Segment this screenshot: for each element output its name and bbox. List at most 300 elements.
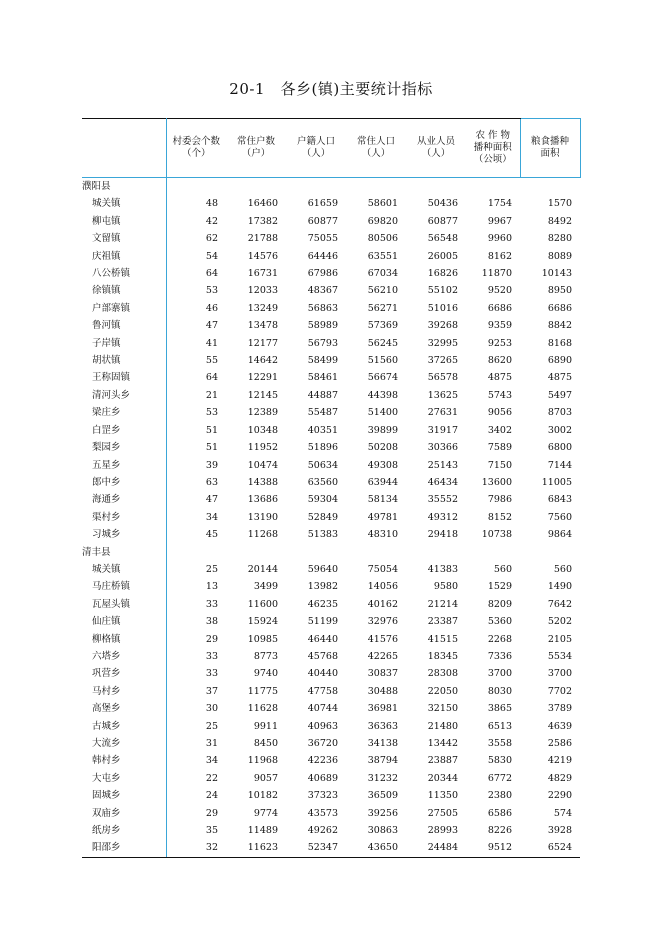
data-cell: 56210 (367, 285, 398, 297)
table-row (82, 491, 580, 508)
data-cell: 58601 (367, 198, 398, 210)
data-cell: 34 (205, 511, 218, 523)
township-name: 白罡乡 (82, 422, 166, 439)
table-row (82, 770, 580, 787)
data-cell: 31232 (367, 772, 398, 784)
empty-cell (346, 544, 406, 561)
data-cell: 42236 (307, 755, 338, 767)
section-row (82, 178, 580, 196)
data-cell: 2268 (487, 633, 512, 645)
table-row (82, 718, 580, 735)
data-cell: 36981 (367, 703, 398, 715)
data-cell: 6686 (487, 302, 512, 314)
township-name: 城关镇 (82, 561, 166, 578)
township-name: 庆祖镇 (82, 248, 166, 265)
empty-cell (466, 178, 520, 196)
data-cell: 30366 (427, 442, 458, 454)
data-cell: 1570 (547, 198, 572, 210)
data-cell: 36720 (307, 738, 338, 749)
data-cell: 6513 (487, 720, 512, 732)
data-cell: 60877 (427, 215, 458, 227)
header-cell: 从业人员 （人） (406, 119, 466, 178)
data-cell: 6586 (487, 807, 512, 819)
table-row (82, 526, 580, 543)
data-cell: 11005 (541, 476, 572, 488)
data-cell: 11600 (247, 598, 278, 610)
data-cell: 5497 (547, 389, 572, 401)
data-cell: 7702 (547, 685, 572, 697)
data-cell: 14388 (247, 476, 278, 488)
table-row (82, 839, 580, 857)
data-cell: 13442 (427, 738, 458, 749)
data-cell: 48310 (367, 529, 398, 541)
data-cell: 11968 (247, 755, 278, 767)
data-cell: 46235 (307, 598, 338, 610)
data-cell: 13 (205, 581, 218, 593)
data-cell: 11489 (247, 825, 278, 837)
data-cell: 4639 (547, 720, 572, 732)
township-name: 梁庄乡 (82, 404, 166, 421)
data-cell: 7986 (487, 494, 512, 506)
data-cell: 80506 (367, 233, 398, 245)
data-cell: 2586 (547, 738, 572, 749)
data-cell: 6890 (547, 355, 572, 367)
data-cell: 9740 (253, 668, 278, 680)
data-cell: 13600 (481, 476, 512, 488)
data-cell: 10738 (481, 529, 512, 541)
data-cell: 33 (205, 598, 218, 610)
township-name: 瓦屋头镇 (82, 596, 166, 613)
township-name: 阳邵乡 (82, 839, 166, 857)
data-cell: 3402 (487, 424, 512, 436)
table-row (82, 613, 580, 630)
data-cell: 3700 (487, 668, 512, 680)
township-name: 渠村乡 (82, 509, 166, 526)
data-cell: 15924 (247, 616, 278, 628)
empty-cell (466, 544, 520, 561)
data-cell: 11870 (481, 268, 512, 280)
empty-cell (520, 544, 580, 561)
data-cell: 18345 (427, 650, 458, 662)
data-cell: 32 (166, 839, 226, 857)
data-cell: 25143 (427, 459, 458, 471)
empty-cell (520, 178, 580, 196)
data-cell: 45768 (307, 650, 338, 662)
township-name: 文留镇 (82, 230, 166, 247)
table-row (82, 805, 580, 822)
data-cell: 60877 (307, 215, 338, 227)
township-name: 柳屯镇 (82, 213, 166, 230)
table-row (82, 195, 580, 212)
data-cell: 67034 (367, 268, 398, 280)
data-cell: 22050 (427, 685, 458, 697)
data-cell: 59640 (307, 563, 338, 575)
data-cell: 40162 (367, 598, 398, 610)
data-cell: 44398 (367, 389, 398, 401)
data-cell: 560 (553, 563, 572, 575)
data-cell: 32976 (367, 616, 398, 628)
data-cell: 47758 (307, 685, 338, 697)
data-cell: 4829 (547, 772, 572, 784)
table-row (82, 439, 580, 456)
township-name: 固城乡 (82, 787, 166, 804)
data-cell: 57369 (367, 320, 398, 332)
table-row (82, 369, 580, 386)
data-cell: 8152 (487, 511, 512, 523)
table-row (82, 248, 580, 265)
data-cell: 2380 (487, 790, 512, 802)
data-cell: 41576 (367, 633, 398, 645)
township-name: 马村乡 (82, 683, 166, 700)
data-cell: 40963 (307, 720, 338, 732)
table-row (82, 230, 580, 247)
data-cell: 49262 (307, 825, 338, 837)
header-cell-selected[interactable]: 粮食播种 面积 (520, 119, 580, 178)
data-cell: 39268 (427, 320, 458, 332)
data-cell: 13982 (307, 581, 338, 593)
data-cell: 10985 (247, 633, 278, 645)
table-row (82, 317, 580, 334)
data-cell: 11952 (247, 442, 278, 454)
data-cell: 32150 (427, 703, 458, 715)
data-cell: 29418 (427, 529, 458, 541)
data-cell: 58989 (307, 320, 338, 332)
township-name: 古城乡 (82, 718, 166, 735)
table-row (82, 282, 580, 299)
data-cell: 6800 (547, 442, 572, 454)
data-cell: 30837 (367, 668, 398, 680)
data-cell: 8773 (253, 650, 278, 662)
data-cell: 13249 (247, 302, 278, 314)
data-cell: 51383 (307, 529, 338, 541)
table-row (82, 683, 580, 700)
data-cell: 16460 (247, 198, 278, 210)
data-cell: 14056 (367, 581, 398, 593)
township-name: 清河头乡 (82, 387, 166, 404)
data-cell: 14576 (247, 250, 278, 262)
data-cell: 42265 (367, 650, 398, 662)
data-cell: 8209 (487, 598, 512, 610)
township-name: 双庙乡 (82, 805, 166, 822)
data-cell: 30488 (367, 685, 398, 697)
data-cell: 51560 (367, 355, 398, 367)
data-cell: 8450 (253, 738, 278, 749)
data-cell: 34138 (367, 738, 398, 749)
data-cell: 9057 (253, 772, 278, 784)
data-cell: 2290 (547, 790, 572, 802)
data-cell: 20344 (427, 772, 458, 784)
data-cell: 2105 (547, 633, 572, 645)
data-cell: 51400 (367, 407, 398, 419)
data-cell: 560 (493, 563, 512, 575)
data-cell: 9520 (487, 285, 512, 297)
data-cell: 6524 (520, 839, 580, 857)
data-cell: 52347 (286, 839, 346, 857)
township-name: 海通乡 (82, 491, 166, 508)
data-cell: 16826 (427, 268, 458, 280)
data-cell: 9359 (487, 320, 512, 332)
township-name: 马庄桥镇 (82, 578, 166, 595)
data-cell: 9967 (487, 215, 512, 227)
data-cell: 56863 (307, 302, 338, 314)
data-cell: 59304 (307, 494, 338, 506)
data-cell: 8280 (547, 233, 572, 245)
data-cell: 56793 (307, 337, 338, 349)
table-row (82, 561, 580, 578)
data-cell: 13686 (247, 494, 278, 506)
data-cell: 6686 (547, 302, 572, 314)
table-row (82, 735, 580, 752)
data-cell: 3700 (547, 668, 572, 680)
data-cell: 53 (205, 285, 218, 297)
data-cell: 55102 (427, 285, 458, 297)
data-cell: 5830 (487, 755, 512, 767)
data-cell: 51 (205, 442, 218, 454)
data-cell: 37265 (427, 355, 458, 367)
data-cell: 3558 (487, 738, 512, 749)
empty-cell (346, 178, 406, 196)
data-cell: 41383 (427, 563, 458, 575)
table-row (82, 631, 580, 648)
data-cell: 12145 (247, 389, 278, 401)
data-cell: 48 (205, 198, 218, 210)
data-cell: 62 (205, 233, 218, 245)
data-cell: 51016 (427, 302, 458, 314)
data-cell: 6772 (487, 772, 512, 784)
data-cell: 24484 (406, 839, 466, 857)
data-cell: 8842 (547, 320, 572, 332)
data-cell: 12033 (247, 285, 278, 297)
table-row (82, 404, 580, 421)
data-cell: 3865 (487, 703, 512, 715)
table-row (82, 335, 580, 352)
data-cell: 21788 (247, 233, 278, 245)
data-cell: 9580 (433, 581, 458, 593)
data-cell: 9960 (487, 233, 512, 245)
data-cell: 33 (205, 668, 218, 680)
data-cell: 11268 (247, 529, 278, 541)
section-row (82, 544, 580, 561)
header-row (82, 119, 580, 178)
township-name: 大屯乡 (82, 770, 166, 787)
data-cell: 36509 (367, 790, 398, 802)
data-cell: 9056 (487, 407, 512, 419)
table-row (82, 422, 580, 439)
data-cell: 3789 (547, 703, 572, 715)
section-name: 濮阳县 (82, 178, 166, 196)
data-cell: 5743 (487, 389, 512, 401)
data-cell: 39256 (367, 807, 398, 819)
data-cell: 7150 (487, 459, 512, 471)
table-row (82, 596, 580, 613)
data-cell: 24 (205, 790, 218, 802)
data-cell: 63560 (307, 476, 338, 488)
table-row (82, 700, 580, 717)
data-cell: 45 (205, 529, 218, 541)
header-cell: 农 作 物 播种面积 （公顷） (466, 119, 520, 178)
data-cell: 7144 (547, 459, 572, 471)
page-title: 20-1 各乡(镇)主要统计指标 (229, 80, 433, 98)
township-name: 城关镇 (82, 195, 166, 212)
data-cell: 1529 (487, 581, 512, 593)
table-row (82, 509, 580, 526)
data-cell: 7642 (547, 598, 572, 610)
township-name: 户部寨镇 (82, 300, 166, 317)
data-cell: 4875 (487, 372, 512, 384)
township-name: 大流乡 (82, 735, 166, 752)
data-cell: 5202 (547, 616, 572, 628)
data-cell: 12389 (247, 407, 278, 419)
data-cell: 58461 (307, 372, 338, 384)
data-cell: 4875 (547, 372, 572, 384)
table-row (82, 352, 580, 369)
data-cell: 21 (205, 389, 218, 401)
table-row (82, 822, 580, 839)
empty-cell (166, 544, 226, 561)
data-cell: 20144 (247, 563, 278, 575)
data-cell: 31917 (427, 424, 458, 436)
township-name: 五星乡 (82, 457, 166, 474)
data-cell: 67986 (307, 268, 338, 280)
data-cell: 43650 (346, 839, 406, 857)
data-cell: 8703 (547, 407, 572, 419)
data-cell: 63944 (367, 476, 398, 488)
data-cell: 25 (205, 563, 218, 575)
data-cell: 9774 (253, 807, 278, 819)
township-name: 郎中乡 (82, 474, 166, 491)
township-name: 胡状镇 (82, 352, 166, 369)
data-cell: 47 (205, 494, 218, 506)
table-body (82, 178, 580, 858)
data-cell: 39899 (367, 424, 398, 436)
data-cell: 23887 (427, 755, 458, 767)
data-cell: 50436 (427, 198, 458, 210)
data-cell: 56674 (367, 372, 398, 384)
empty-cell (406, 178, 466, 196)
township-name: 柳格镇 (82, 631, 166, 648)
data-cell: 40744 (307, 703, 338, 715)
data-cell: 10474 (247, 459, 278, 471)
data-cell: 75055 (307, 233, 338, 245)
township-name: 梨园乡 (82, 439, 166, 456)
data-cell: 50634 (307, 459, 338, 471)
township-name: 子岸镇 (82, 335, 166, 352)
empty-cell (406, 544, 466, 561)
empty-cell (226, 178, 286, 196)
data-cell: 27505 (427, 807, 458, 819)
data-cell: 49781 (367, 511, 398, 523)
data-cell: 9512 (466, 839, 520, 857)
data-cell: 5360 (487, 616, 512, 628)
township-name: 六塔乡 (82, 648, 166, 665)
data-cell: 13478 (247, 320, 278, 332)
data-cell: 8492 (547, 215, 572, 227)
data-cell: 11628 (247, 703, 278, 715)
data-cell: 42 (205, 215, 218, 227)
township-name: 纸房乡 (82, 822, 166, 839)
data-cell: 34 (205, 755, 218, 767)
data-cell: 17382 (247, 215, 278, 227)
data-cell: 69820 (367, 215, 398, 227)
data-cell: 26005 (427, 250, 458, 262)
data-cell: 8950 (547, 285, 572, 297)
section-name: 清丰县 (82, 544, 166, 561)
data-cell: 40440 (307, 668, 338, 680)
data-cell: 13190 (247, 511, 278, 523)
data-cell: 9911 (253, 720, 278, 732)
empty-cell (226, 544, 286, 561)
data-cell: 37323 (307, 790, 338, 802)
data-cell: 13625 (427, 389, 458, 401)
data-cell: 52849 (307, 511, 338, 523)
data-cell: 9864 (547, 529, 572, 541)
township-name: 韩村乡 (82, 752, 166, 769)
data-cell: 36363 (367, 720, 398, 732)
data-cell: 8089 (547, 250, 572, 262)
data-cell: 8162 (487, 250, 512, 262)
data-cell: 56578 (427, 372, 458, 384)
data-cell: 8226 (487, 825, 512, 837)
data-cell: 8168 (547, 337, 572, 349)
table-row (82, 265, 580, 282)
data-cell: 40351 (307, 424, 338, 436)
data-cell: 41 (205, 337, 218, 349)
data-cell: 47 (205, 320, 218, 332)
table-row (82, 457, 580, 474)
table-row (82, 665, 580, 682)
data-cell: 11350 (427, 790, 458, 802)
township-name: 徐镇镇 (82, 282, 166, 299)
empty-cell (286, 544, 346, 561)
data-cell: 25 (205, 720, 218, 732)
data-cell: 35552 (427, 494, 458, 506)
data-cell: 10182 (247, 790, 278, 802)
data-cell: 32995 (427, 337, 458, 349)
data-cell: 11623 (226, 839, 286, 857)
data-cell: 30863 (367, 825, 398, 837)
table-row (82, 387, 580, 404)
data-cell: 21480 (427, 720, 458, 732)
data-cell: 5534 (547, 650, 572, 662)
data-cell: 28308 (427, 668, 458, 680)
data-cell: 44887 (307, 389, 338, 401)
data-cell: 6843 (547, 494, 572, 506)
data-cell: 64 (205, 372, 218, 384)
data-cell: 4219 (547, 755, 572, 767)
data-cell: 38794 (367, 755, 398, 767)
data-cell: 7336 (487, 650, 512, 662)
data-cell: 1490 (547, 581, 572, 593)
data-cell: 41515 (427, 633, 458, 645)
data-cell: 43573 (307, 807, 338, 819)
data-cell: 63 (205, 476, 218, 488)
data-cell: 51199 (307, 616, 338, 628)
data-cell: 48367 (307, 285, 338, 297)
data-cell: 29 (205, 807, 218, 819)
data-cell: 75054 (367, 563, 398, 575)
data-cell: 56245 (367, 337, 398, 349)
table-row (82, 300, 580, 317)
data-cell: 39 (205, 459, 218, 471)
data-cell: 3928 (547, 825, 572, 837)
township-statistics-table (82, 118, 581, 858)
data-cell: 8030 (487, 685, 512, 697)
data-cell: 12291 (247, 372, 278, 384)
data-cell: 56548 (427, 233, 458, 245)
data-cell: 10348 (247, 424, 278, 436)
header-cell: 常住人口 （人） (346, 119, 406, 178)
data-cell: 29 (205, 633, 218, 645)
